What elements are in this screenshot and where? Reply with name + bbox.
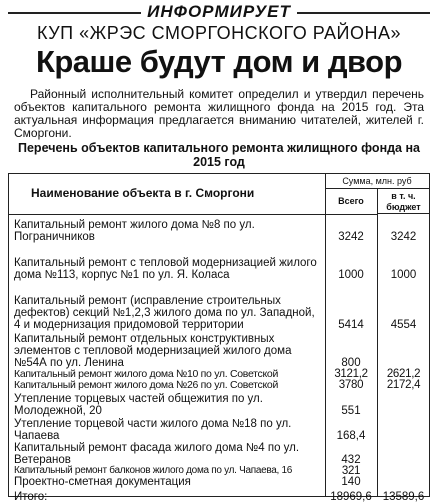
table-row: Капитальный ремонт отдельных конструктивных элементов с тепловой модернизацией жилого дома №54А по ул. Ленина 800 [14, 333, 361, 369]
table-row: Утепление торцевых частей общежития по ул. Молодежной, 20 551 [14, 393, 361, 417]
intro-paragraph: Районный исполнительный комитет определил и утвердил перечень объектов капитального ремонта жилищного фонда на 2015 год. Эта актуальная информация предлагается вниманию читателей, жителей г. Сморгони. [14, 87, 424, 140]
repair-table [8, 173, 430, 503]
headline: Краше будут дом и двор [35, 44, 403, 79]
kicker [0, 2, 438, 22]
column-header-total: Всего [325, 189, 378, 215]
table-body [9, 216, 429, 503]
table-row: Капитальный ремонт с тепловой модернизацией жилого дома №113, корпус №1 по ул. Я. Коласа 1000 1000 [14, 257, 417, 281]
column-header-sum: Сумма, млн. руб [325, 174, 429, 189]
table-row: Капитальный ремонт фасада жилого дома №4 по ул. Ветеранов 432 [14, 442, 361, 466]
table-title: Перечень объектов капитального ремонта жилищного фонда на 2015 год [18, 141, 420, 169]
table-row: Капитальный ремонт (исправление строительных дефектов) секций №1,2,3 жилого дома по ул. Западной, 4 и модернизация придомовой территории 5414 4554 [14, 295, 417, 331]
table-row: Утепление торцевой части жилого дома №18 по ул. Чапаева 168,4 [14, 418, 366, 442]
table-row: Капитальный ремонт балконов жилого дома по ул. Чапаева, 16 321 [14, 465, 361, 477]
kicker-text: ИНФОРМИРУЕТ [141, 2, 297, 21]
table-row: Капитальный ремонт жилого дома №10 по ул. Советской 3121,2 2621,2 [14, 368, 421, 380]
table-row: Проектно-сметная документация 140 [14, 476, 361, 488]
organization-name: КУП «ЖРЭС СМОРГОНСКОГО РАЙОНА» [37, 23, 401, 43]
column-header-budget: в т. ч. бюджет [378, 189, 429, 214]
table-row: Капитальный ремонт жилого дома №26 по ул. Советской 3780 2172,4 [14, 379, 421, 391]
table-row: Капитальный ремонт жилого дома №8 по ул. Пограничников 3242 3242 [14, 219, 417, 243]
table-total-row: Итого: 18969,6 13589,6 [14, 491, 425, 503]
column-header-name: Наименование объекта в г. Сморгони [9, 174, 326, 215]
